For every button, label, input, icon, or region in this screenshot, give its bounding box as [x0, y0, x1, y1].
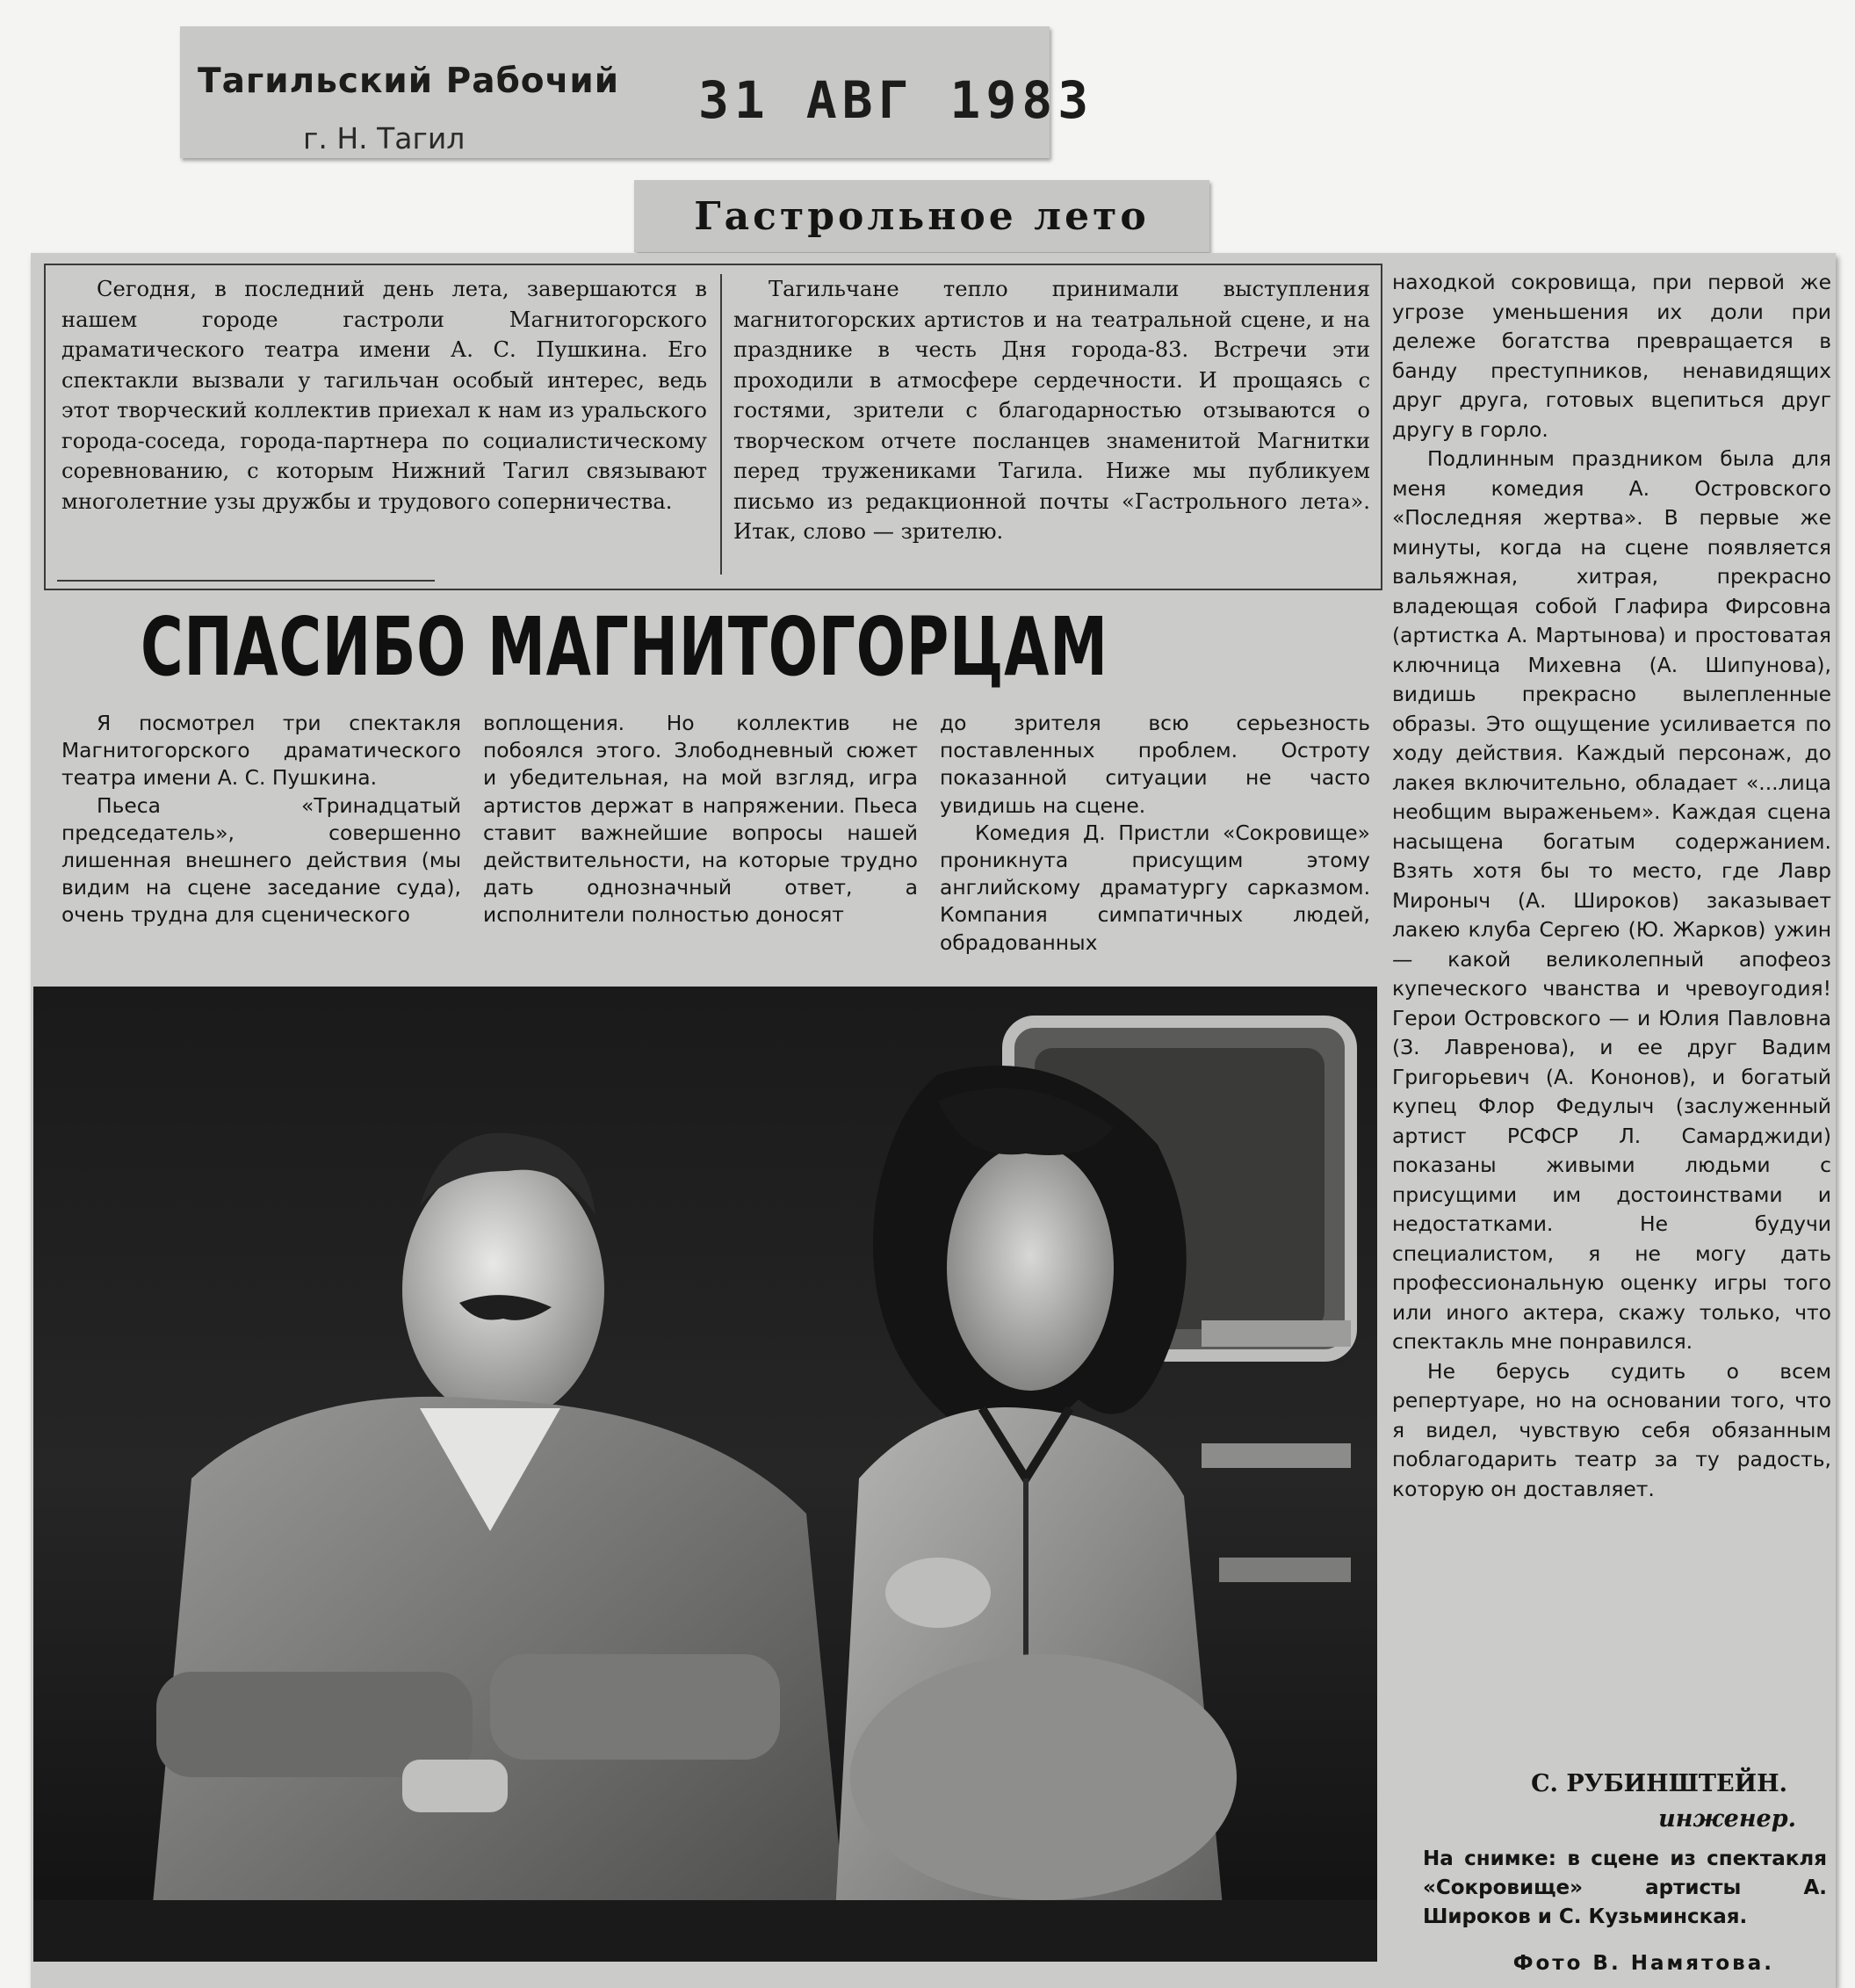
article-paragraph: Подлинным праздником была для меня комедия А. Островского «Последняя жертва». В первые же минуты, когда на сцене появляется вальяжная, хитрая, прекрасно владеющая собой Глафира Фирсовна (артистка А. Мартынова) и простоватая ключница Михевна (А. Шипунова), видишь прекрасно вылепленные образы. Это ощущение усиливается по ходу действия. Каждый персонаж, до лакея включительно, обладает «...лица необщим выраженьем». Каждая сцена насыщена богатым содержанием. Взять хотя бы то место, где Лавр Мироныч (А. Широков) заказывает лакею клуба Сергею (Ю. Жарков) ужин — какой великолепный апофеоз купеческого чванства и чревоугодия! Герои Островского — и Юлия Павловна (З. Лавренова), и ее друг Вадим Григорьевич (А. Кононов), и богатый купец Флор Федулыч (заслуженный артист РСФСР Л. Самарджиди) показаны живыми людьми с присущими им достоинствами и недостатками. Не будучи специалистом, я не могу дать профессиональную оценку игры того или иного актера, скажу только, что спектакль мне понравился.: [1392, 446, 1831, 1354]
author-title: инженер.: [1658, 1805, 1796, 1833]
separator-rule: [57, 580, 435, 582]
article-paragraph: Пьеса «Тринадцатый председатель», совершенно лишенная внешнего действия (мы видим на сцене заседание суда), очень трудна для сценического: [61, 792, 461, 928]
article-paragraph: до зрителя всю серьезность поставленных проблем. Остроту показанной ситуации не часто увидишь на сцене.: [940, 711, 1370, 818]
article-column-4: [1392, 268, 1831, 1504]
photo-caption: На снимке: в сцене из спектакля «Сокровище» артисты А. Широков и С. Кузьминская.: [1423, 1847, 1827, 1928]
intro-column-2: [733, 274, 1370, 547]
article-column-1: [61, 710, 461, 929]
article-paragraph: Я посмотрел три спектакля Магнитогорского драматического театра имени А. С. Пушкина.: [61, 711, 461, 791]
article-column-3: [940, 710, 1370, 957]
article-paragraph: находкой сокровища, при первой же угрозе уменьшения их доли при дележе богатства превращается в банду преступников, ненавидящих друг друга, готовых вцепиться друг другу в горло.: [1392, 270, 1831, 442]
article-paragraph: Комедия Д. Пристли «Сокровище» проникнута присущим этому английскому драматургу сарказмом. Компания симпатичных людей, обрадованных: [940, 820, 1370, 955]
headline: СПАСИБО МАГНИТОГОРЦАМ: [141, 600, 1108, 694]
newspaper-city: г. Н. Тагил: [303, 121, 466, 155]
intro-column-1: [61, 274, 707, 517]
rubric-title: Гастрольное лето: [634, 180, 1209, 252]
author-signature: С. РУБИНШТЕЙН.: [1531, 1770, 1787, 1797]
article-column-2: [483, 710, 918, 929]
stage-photo-image: [33, 987, 1377, 1962]
date-stamp: 31 АВГ 1983: [698, 70, 1094, 130]
newspaper-name: Тагильский Рабочий: [198, 61, 620, 101]
stage-photo: [33, 987, 1377, 1962]
intro-divider: [720, 274, 722, 575]
article-paragraph: Не берусь судить о всем репертуаре, но на основании того, что я видел, чувствую себя обязанным поблагодарить театр за ту радость, которую он доставляет.: [1392, 1358, 1831, 1501]
intro-text-2: Тагильчане тепло принимали выступления магнитогорских артистов и на театральной сцене, и на празднике в честь Дня города-83. Встречи эти проходили в атмосфере сердечности. И прощаясь с гостями, зрители с благодарностью отзываются о творческом отчете посланцев знаменитой Магнитки перед тружениками Тагила. Ниже мы публикуем письмо из редакционной почты «Гастрольного лета». Итак, слово — зрителю.: [733, 277, 1370, 544]
photo-credit: Фото В. Намятова.: [1512, 1952, 1774, 1975]
article-paragraph: воплощения. Но коллектив не побоялся этого. Злободневный сюжет и убедительная, на мой взгляд, игра артистов держат в напряжении. Пьеса ставит важнейшие вопросы нашей действительности, на которые трудно дать однозначный ответ, а исполнители полностью доносят: [483, 711, 918, 928]
intro-text-1: Сегодня, в последний день лета, завершаются в нашем городе гастроли Магнитогорского драматического театра имени А. С. Пушкина. Его спектакли вызвали у тагильчан особый интерес, ведь этот творческий коллектив приехал к нам из уральского города-соседа, города-партнера по социалистическому соревнованию, с которым Нижний Тагил связывают многолетние узы дружбы и трудового соперничества.: [61, 277, 707, 514]
